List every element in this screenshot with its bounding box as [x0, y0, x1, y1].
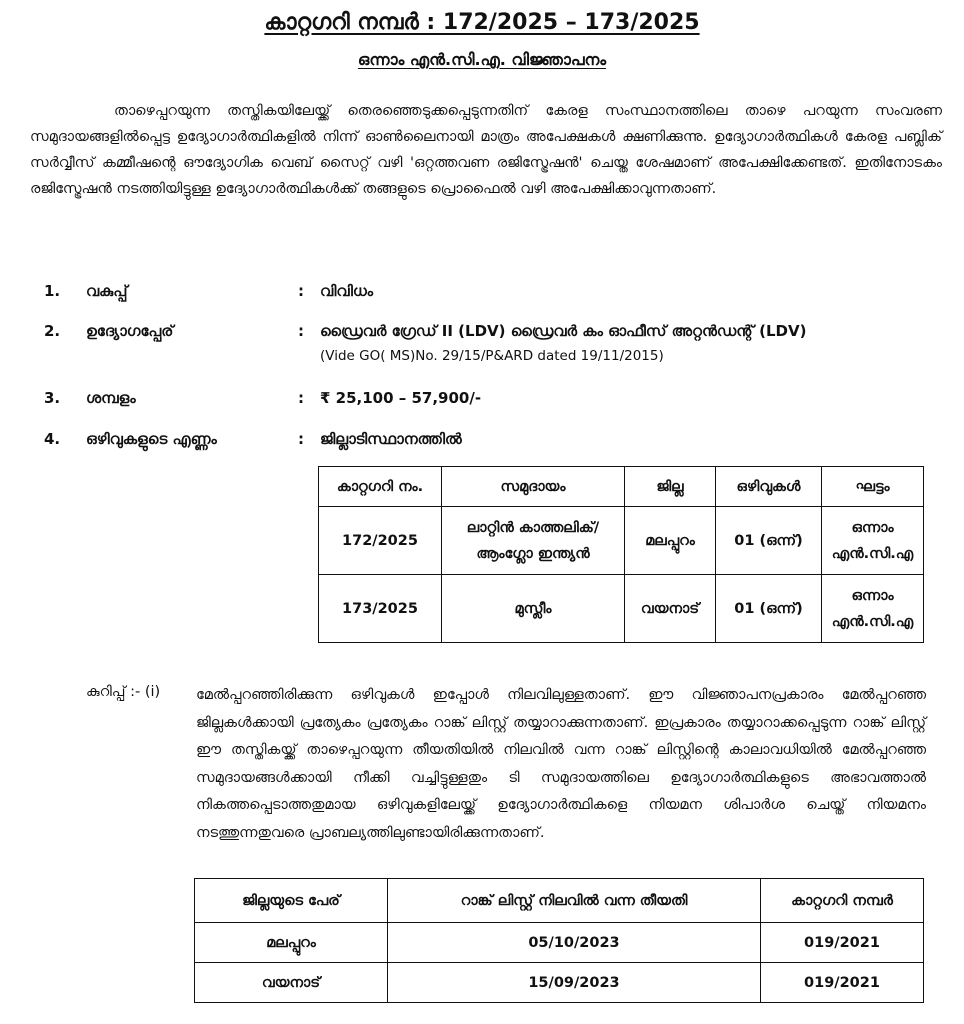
table-header-cell: കാറ്റഗറി നമ്പർ: [761, 879, 924, 923]
table-cell: [442, 507, 625, 575]
table-header-row: [195, 879, 924, 923]
table-header-row: [319, 467, 924, 507]
item-number: 4.: [44, 430, 61, 448]
table-header-cell: കാറ്റഗറി നം.: [319, 467, 442, 507]
intro-paragraph: താഴെപ്പറയുന്ന തസ്തികയിലേയ്ക്ക് തെരഞ്ഞെടുക്കപ്പെടുന്നതിന് കേരള സംസ്ഥാനത്തിലെ താഴെ പറയുന്ന സംവരണ സമുദായങ്ങളിൽപ്പെട്ട ഉദ്യോഗാർത്ഥികളിൽ നിന്ന് ഓൺലൈനായി മാത്രം അപേക്ഷകൾ ക്ഷണിക്കുന്നു. ഉദ്യോഗാർത്ഥികൾ കേരള പബ്ലിക് സർവ്വീസ് കമ്മീഷന്റെ ഔദ്യോഗിക വെബ് സൈറ്റ് വഴി 'ഒറ്റത്തവണ രജിസ്ട്രേഷൻ' ചെയ്ത ശേഷമാണ് അപേക്ഷിക്കേണ്ടത്. ഇതിനോടകം രജിസ്ട്രേഷൻ നടത്തിയിട്ടുള്ള ഉദ്യോഗാർത്ഥികൾക്ക് തങ്ങളുടെ പ്രൊഫൈൽ വഴി അപേക്ഷിക്കാവുന്നതാണ്.: [30, 103, 942, 197]
table-header-cell: ജില്ല: [625, 467, 716, 507]
note-heading: കുറിപ്പ് :- (i): [86, 684, 161, 700]
table-cell: മലപ്പുറം: [625, 507, 716, 575]
table-cell: 05/10/2023: [388, 923, 761, 963]
table-header-cell: ഘട്ടം: [822, 467, 924, 507]
page-title: കാറ്റഗറി നമ്പർ : 172/2025 – 173/2025: [264, 10, 700, 35]
table-cell: 01 (ഒന്ന്): [716, 575, 822, 643]
item-number: 2.: [44, 322, 61, 340]
cell-line: ഒന്നാം: [851, 519, 894, 536]
table-cell: വയനാട്: [625, 575, 716, 643]
item-colon: :: [298, 389, 304, 407]
table-row: [195, 963, 924, 1003]
table-cell: മലപ്പുറം: [195, 923, 388, 963]
item-colon: :: [298, 430, 304, 448]
cell-line: ആംഗ്ലോ ഇന്ത്യൻ: [476, 545, 590, 562]
item-colon: :: [298, 322, 304, 340]
item-number: 3.: [44, 389, 61, 407]
table-cell: 172/2025: [319, 507, 442, 575]
table-row: [319, 507, 924, 575]
table-header-cell: റാങ്ക് ലിസ്റ്റ് നിലവിൽ വന്ന തീയതി: [388, 879, 761, 923]
item-label: വകുപ്പ്: [86, 282, 128, 300]
cell-line: എൻ.സി.എ: [831, 613, 914, 630]
table-cell: 019/2021: [761, 963, 924, 1003]
item-label: ഒഴിവുകളുടെ എണ്ണം: [86, 430, 217, 448]
table-cell: വയനാട്: [195, 963, 388, 1003]
item-colon: :: [298, 282, 304, 300]
item-value: ₹ 25,100 – 57,900/-: [320, 389, 482, 407]
table-row: [195, 923, 924, 963]
item-reference: (Vide GO( MS)No. 29/15/P&ARD dated 19/11/2015): [320, 348, 664, 364]
table-cell: 15/09/2023: [388, 963, 761, 1003]
table-header-cell: ഒഴിവുകൾ: [716, 467, 822, 507]
item-label: ശമ്പളം: [86, 389, 136, 407]
table-row: [319, 575, 924, 643]
item-value: ഡ്രൈവർ ഗ്രേഡ് II (LDV) ഡ്രൈവർ കം ഓഫീസ് അറ്റൻഡന്റ് (LDV): [320, 322, 807, 340]
page-subtitle: ഒന്നാം എൻ.സി.എ. വിജ്ഞാപനം: [357, 50, 607, 69]
table-cell: 173/2025: [319, 575, 442, 643]
item-value: വിവിധം: [320, 282, 374, 300]
table-header-cell: ജില്ലയുടെ പേര്: [195, 879, 388, 923]
table-cell: മുസ്ലീം: [442, 575, 625, 643]
cell-line: എൻ.സി.എ: [831, 545, 914, 562]
cell-line: ലാറ്റിൻ കാത്തലിക്/: [466, 519, 600, 536]
rank-list-table: [194, 878, 924, 1003]
item-label: ഉദ്യോഗപ്പേര്: [86, 322, 174, 340]
cell-line: ഒന്നാം: [851, 587, 894, 604]
table-header-cell: സമുദായം: [442, 467, 625, 507]
item-number: 1.: [44, 282, 61, 300]
table-cell: 019/2021: [761, 923, 924, 963]
table-cell: 01 (ഒന്ന്): [716, 507, 822, 575]
item-value: ജില്ലാടിസ്ഥാനത്തിൽ: [320, 430, 462, 448]
table-cell: [822, 507, 924, 575]
note-paragraph: മേൽപ്പറഞ്ഞിരിക്കുന്ന ഒഴിവുകൾ ഇപ്പോൾ നിലവിലുള്ളതാണ്. ഈ വിജ്ഞാപനപ്രകാരം മേൽപ്പറഞ്ഞ ജില്ലകൾക്കായി പ്രത്യേകം പ്രത്യേകം റാങ്ക് ലിസ്റ്റ് തയ്യാറാക്കുന്നതാണ്. ഇപ്രകാരം തയ്യാറാക്കപ്പെടുന്ന റാങ്ക് ലിസ്റ്റ് ഈ തസ്തികയ്ക്ക് താഴെപ്പറയുന്ന തീയതിയിൽ നിലവിൽ വന്ന റാങ്ക് ലിസ്റ്റിന്റെ കാലാവധിയിൽ മേൽപ്പറഞ്ഞ സമുദായങ്ങൾക്കായി നീക്കി വച്ചിട്ടുള്ളതും ടി സമുദായത്തിലെ ഉദ്യോഗാർത്ഥികളുടെ അഭാവത്താൽ നികത്തപ്പെടാത്തതുമായ ഒഴിവുകളിലേയ്ക്ക് ഉദ്യോഗാർത്ഥികളെ നിയമന ശിപാർശ ചെയ്ത് നിയമനം നടത്തുന്നതുവരെ പ്രാബല്യത്തിലുണ്ടായിരിക്കുന്നതാണ്.: [196, 687, 926, 841]
table-cell: [822, 575, 924, 643]
vacancy-table: [318, 466, 924, 643]
